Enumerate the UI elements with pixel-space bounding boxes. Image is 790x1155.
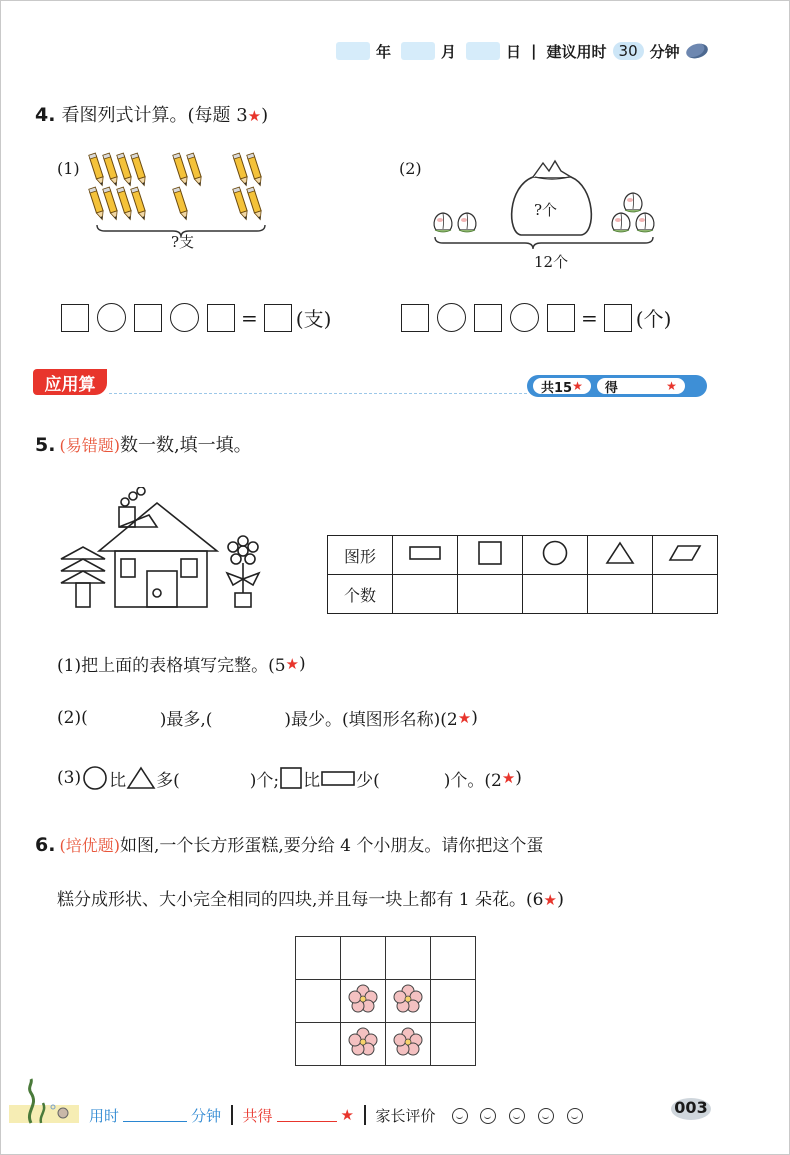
grid-cell[interactable] <box>296 980 341 1023</box>
time-used-label: 用时 <box>89 1106 120 1125</box>
q4-part2-total: 12个 <box>534 253 569 271</box>
grid-row <box>296 980 476 1023</box>
section-title: 应用算 <box>33 369 107 395</box>
q6-line2-row: 糕分成形状、大小完全相同的四块,并且每一块上都有 1 朵花。(6 ★ ) <box>57 885 564 910</box>
page-number: 003 <box>667 1095 715 1121</box>
q4-instruction: 看图列式计算。(每题 3 <box>61 105 248 126</box>
section-divider <box>109 393 527 394</box>
q4-title: 4. 看图列式计算。(每题 3 ★ ) <box>35 101 268 127</box>
grid-cell[interactable] <box>431 937 476 980</box>
flower-icon <box>393 984 423 1014</box>
triangle-icon <box>126 765 156 791</box>
square-icon <box>279 766 303 790</box>
equals-sign: = <box>241 305 258 330</box>
flower-icon <box>393 1027 423 1057</box>
q4-number: 4. <box>35 104 56 126</box>
q6-title <box>35 831 543 856</box>
header-separator: | <box>531 42 537 60</box>
grid-cell[interactable] <box>431 1023 476 1066</box>
rectangle-icon <box>320 768 356 788</box>
grid-cell[interactable] <box>296 1023 341 1066</box>
parallelogram-icon <box>653 536 718 575</box>
flower-icon <box>348 984 378 1014</box>
q5-number: 5. <box>35 434 56 456</box>
bag-label: ?个 <box>534 201 558 219</box>
q5-sub1: (1)把上面的表格填写完整。(5 ★ ) <box>57 653 306 676</box>
count-cell[interactable] <box>523 575 588 614</box>
grid-cell[interactable] <box>341 937 386 980</box>
day-label: 日 <box>506 42 522 61</box>
count-cell[interactable] <box>653 575 718 614</box>
answer-box[interactable] <box>134 304 162 332</box>
year-input[interactable] <box>336 42 370 60</box>
smiley-icon[interactable] <box>452 1108 468 1124</box>
footer-divider <box>231 1105 233 1125</box>
grid-cell[interactable] <box>341 980 386 1023</box>
footer-divider <box>364 1105 366 1125</box>
day-input[interactable] <box>466 42 500 60</box>
star-icon: ★ <box>340 1106 354 1124</box>
result-box[interactable] <box>264 304 292 332</box>
q4-part1-equation <box>57 303 331 332</box>
q5-tag: (易错题) <box>59 436 120 455</box>
table-row <box>328 575 718 614</box>
q6-number: 6. <box>35 834 56 856</box>
answer-box[interactable] <box>401 304 429 332</box>
q6-tag: (培优题) <box>59 836 120 855</box>
star-icon: ★ <box>501 769 516 787</box>
smiley-rating <box>448 1106 587 1124</box>
row-header-count: 个数 <box>328 575 393 614</box>
footer-minute-label: 分钟 <box>191 1106 222 1125</box>
triangle-icon <box>588 536 653 575</box>
star-icon: ★ <box>543 891 557 909</box>
operator-circle[interactable] <box>97 303 126 332</box>
q4-part1-total: ?支 <box>171 233 195 251</box>
star-icon: ★ <box>247 107 262 125</box>
q4-part2-equation <box>397 303 671 332</box>
grid-row <box>296 937 476 980</box>
total-earned-blank[interactable] <box>277 1109 337 1122</box>
unit-label: (支) <box>295 307 332 331</box>
q5-instruction: 数一数,填一填。 <box>119 435 252 456</box>
suggest-minutes: 30 <box>613 42 644 60</box>
section-score-bar <box>527 375 707 397</box>
answer-box[interactable] <box>474 304 502 332</box>
unit-label: (个) <box>635 307 672 331</box>
row-header-shape: 图形 <box>328 536 393 575</box>
year-label: 年 <box>376 42 392 61</box>
earned-score-pill[interactable]: 得 ★ <box>597 378 685 394</box>
q5-sub2: (2)( )最多,( )最少。(填图形名称)(2 ★ ) <box>57 707 478 730</box>
parent-review-label: 家长评价 <box>375 1106 436 1125</box>
operator-circle[interactable] <box>510 303 539 332</box>
flower-icon <box>348 1027 378 1057</box>
grid-cell[interactable] <box>341 1023 386 1066</box>
month-label: 月 <box>441 42 457 61</box>
grid-cell[interactable] <box>386 937 431 980</box>
star-icon: ★ <box>666 379 677 393</box>
total-score-pill: 共15 ★ <box>533 378 591 394</box>
smiley-icon[interactable] <box>567 1108 583 1124</box>
answer-box[interactable] <box>207 304 235 332</box>
stone-icon <box>684 41 709 60</box>
time-used-blank[interactable] <box>123 1109 187 1122</box>
star-icon: ★ <box>457 708 472 727</box>
circle-icon <box>523 536 588 575</box>
grid-cell[interactable] <box>431 980 476 1023</box>
q4-part1-label: (1) <box>57 159 80 178</box>
result-box[interactable] <box>604 304 632 332</box>
date-header <box>336 39 708 63</box>
square-icon <box>458 536 523 575</box>
q5-sub3: (3) 比 多( )个; 比 少( )个。(2 ★ ) <box>57 765 522 791</box>
circle-icon <box>81 765 109 791</box>
grid-cell[interactable] <box>386 980 431 1023</box>
minute-label: 分钟 <box>649 42 680 61</box>
star-icon: ★ <box>572 379 583 393</box>
star-icon: ★ <box>285 654 299 673</box>
q6-line2: 糕分成形状、大小完全相同的四块,并且每一块上都有 1 朵花。(6 <box>57 890 544 910</box>
smiley-icon[interactable] <box>509 1108 525 1124</box>
total-earned-label: 共得 <box>242 1106 273 1125</box>
cake-grid[interactable] <box>295 936 476 1066</box>
count-cell[interactable] <box>393 575 458 614</box>
table-row <box>328 536 718 575</box>
equals-sign: = <box>581 305 598 330</box>
grid-cell[interactable] <box>296 937 341 980</box>
rectangle-icon <box>393 536 458 575</box>
answer-box[interactable] <box>547 304 575 332</box>
operator-circle[interactable] <box>170 303 199 332</box>
month-input[interactable] <box>401 42 435 60</box>
house-picture <box>57 487 267 613</box>
count-cell[interactable] <box>458 575 523 614</box>
smiley-icon[interactable] <box>538 1108 554 1124</box>
shape-count-table <box>327 535 718 614</box>
grid-row <box>296 1023 476 1066</box>
smiley-icon[interactable] <box>480 1108 496 1124</box>
operator-circle[interactable] <box>437 303 466 332</box>
q5-title <box>35 431 252 457</box>
q4-part2-label: (2) <box>399 159 422 178</box>
answer-box[interactable] <box>61 304 89 332</box>
suggest-time-label: 建议用时 <box>546 42 607 61</box>
count-cell[interactable] <box>588 575 653 614</box>
q6-line1: 如图,一个长方形蛋糕,要分给 4 个小朋友。请你把这个蛋 <box>119 836 544 856</box>
grid-cell[interactable] <box>386 1023 431 1066</box>
